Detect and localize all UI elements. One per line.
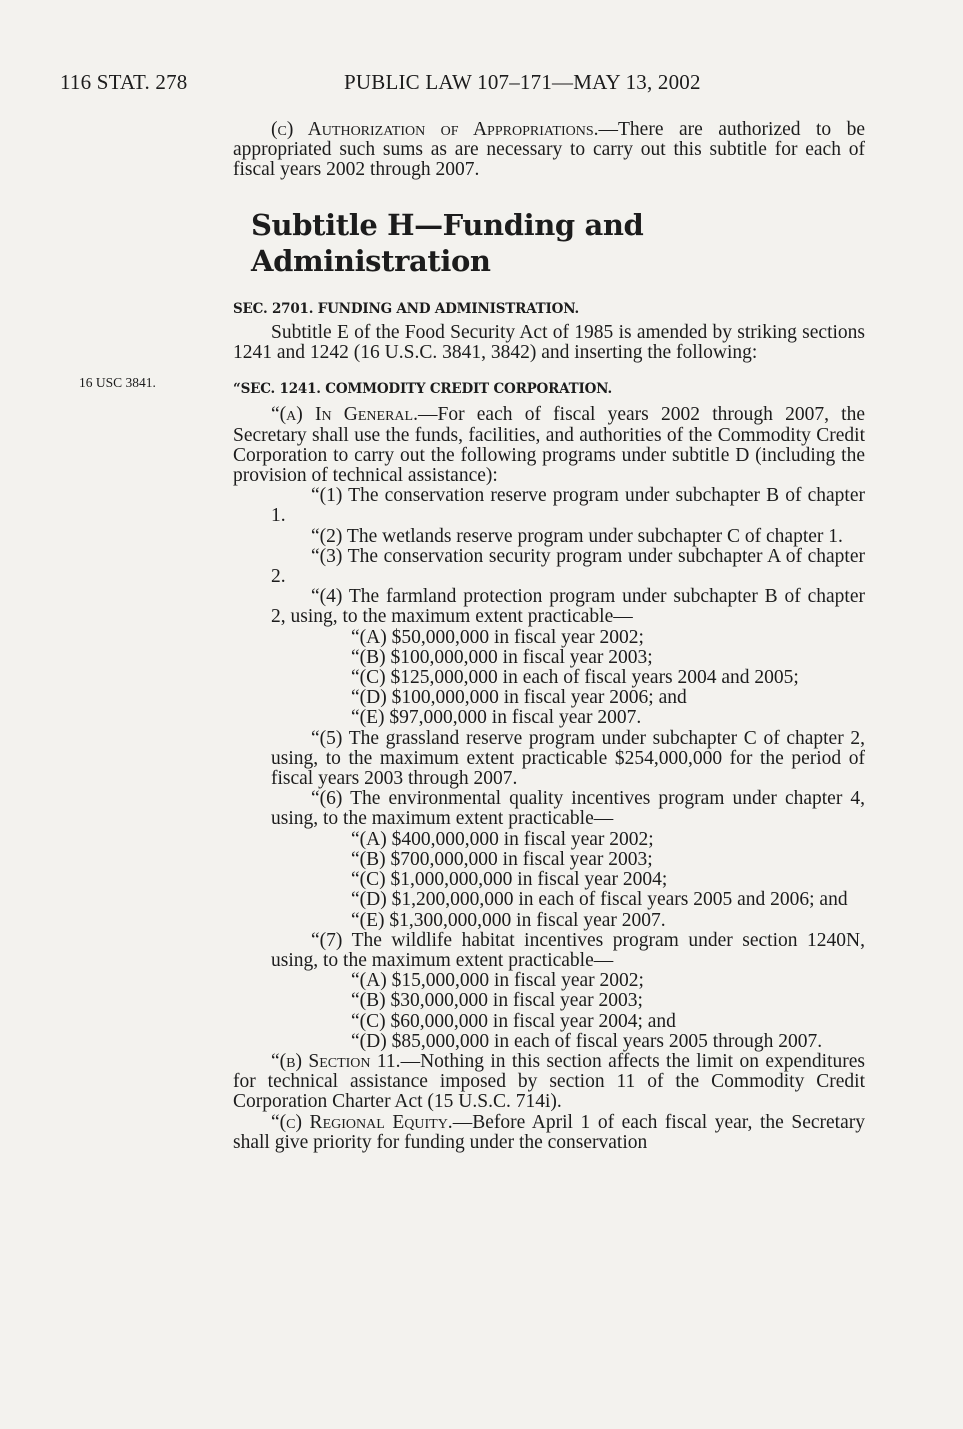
subsection-c-label: “(c) Regional Equity. [271,1111,453,1133]
funding-item-6e: “(E) $1,300,000,000 in fiscal year 2007. [351,909,666,931]
program-item-4: “(4) The farmland protection program under subchapter B of chapter 2, using, to the maximum extent practicable— [271,586,865,628]
funding-item-6c: “(C) $1,000,000,000 in fiscal year 2004; [351,869,668,891]
subtitle-heading: Subtitle H—Funding and Administration [251,207,644,278]
program-item-3: “(3) The conservation security program under subchapter A of chapter 2. [271,545,865,588]
authorization-paragraph [233,120,865,181]
funding-item-7c: “(C) $60,000,000 in fiscal year 2004; and [351,1010,676,1032]
subsection-a-text: —For each of fiscal years 2002 through 2007, the Secretary shall use the funds, facilities, and authorities of the Commodity Credit Corporation to carry out the following programs under subtitle D (including the provision of technical assistance): [233,404,865,487]
subsection-a-label: “(a) In General. [271,404,418,426]
program-item-7: “(7) The wildlife habitat incentives program under section 1240N, using, to the maximum extent practicable— [271,929,865,971]
funding-item-6d: “(D) $1,200,000,000 in each of fiscal years 2005 and 2006; and [351,889,848,911]
funding-item-7b: “(B) $30,000,000 in fiscal year 2003; [351,990,643,1012]
program-item-2: “(2) The wetlands reserve program under subchapter C of chapter 1. [311,525,843,547]
funding-item-6a: “(A) $400,000,000 in fiscal year 2002; [351,828,654,850]
subsection-b-text: —Nothing in this section affects the limit on expenditures for technical assistance imposed by section 11 of the Commodity Credit Corporation Charter Act (15 U.S.C. 714i). [233,1050,865,1113]
funding-item-4a: “(A) $50,000,000 in fiscal year 2002; [351,626,644,648]
program-item-6: “(6) The environmental quality incentives program under chapter 4, using, to the maximum extent practicable— [271,788,865,830]
subsection-c [233,1113,865,1153]
funding-item-4b: “(B) $100,000,000 in fiscal year 2003; [351,646,653,668]
program-item-5: “(5) The grassland reserve program under subchapter C of chapter 2, using, to the maximum extent practicable $254,000,000 for the period of fiscal years 2003 through 2007. [271,727,865,790]
section-2701-heading: SEC. 2701. FUNDING AND ADMINISTRATION. [233,300,579,317]
funding-item-4e: “(E) $97,000,000 in fiscal year 2007. [351,707,642,729]
program-item-1: “(1) The conservation reserve program under subchapter B of chapter 1. [271,485,865,527]
document-body [233,120,865,1153]
funding-item-4d: “(D) $100,000,000 in fiscal year 2006; and [351,687,687,709]
stat-citation: 116 STAT. 278 [60,70,188,94]
section-2701-text: Subtitle E of the Food Security Act of 1985 is amended by striking sections 1241 and 1242 (16 U.S.C. 3841, 3842) and inserting the following: [233,321,865,364]
public-law-header: PUBLIC LAW 107–171—MAY 13, 2002 [344,70,701,94]
subsection-b-label: “(b) Section 11. [271,1050,401,1072]
funding-item-6b: “(B) $700,000,000 in fiscal year 2003; [351,848,653,870]
funding-item-7a: “(A) $15,000,000 in fiscal year 2002; [351,970,644,992]
subsection-a [233,405,865,486]
subsection-c-text: —Before April 1 of each fiscal year, the Secretary shall give priority for funding under the conservation [233,1111,865,1153]
authorization-text: —There are authorized to be appropriated such sums as are necessary to carry out this subtitle for each of fiscal years 2002 through 2007. [233,119,865,181]
funding-item-4c: “(C) $125,000,000 in each of fiscal years 2004 and 2005; [351,667,799,689]
subsection-b [233,1052,865,1113]
margin-citation: 16 USC 3841. [79,375,156,390]
authorization-label: (c) Authorization of Appropriations. [271,119,599,140]
section-1241-heading: “SEC. 1241. COMMODITY CREDIT CORPORATION. [233,381,612,398]
funding-item-7d: “(D) $85,000,000 in each of fiscal years 2005 through 2007. [351,1030,823,1052]
